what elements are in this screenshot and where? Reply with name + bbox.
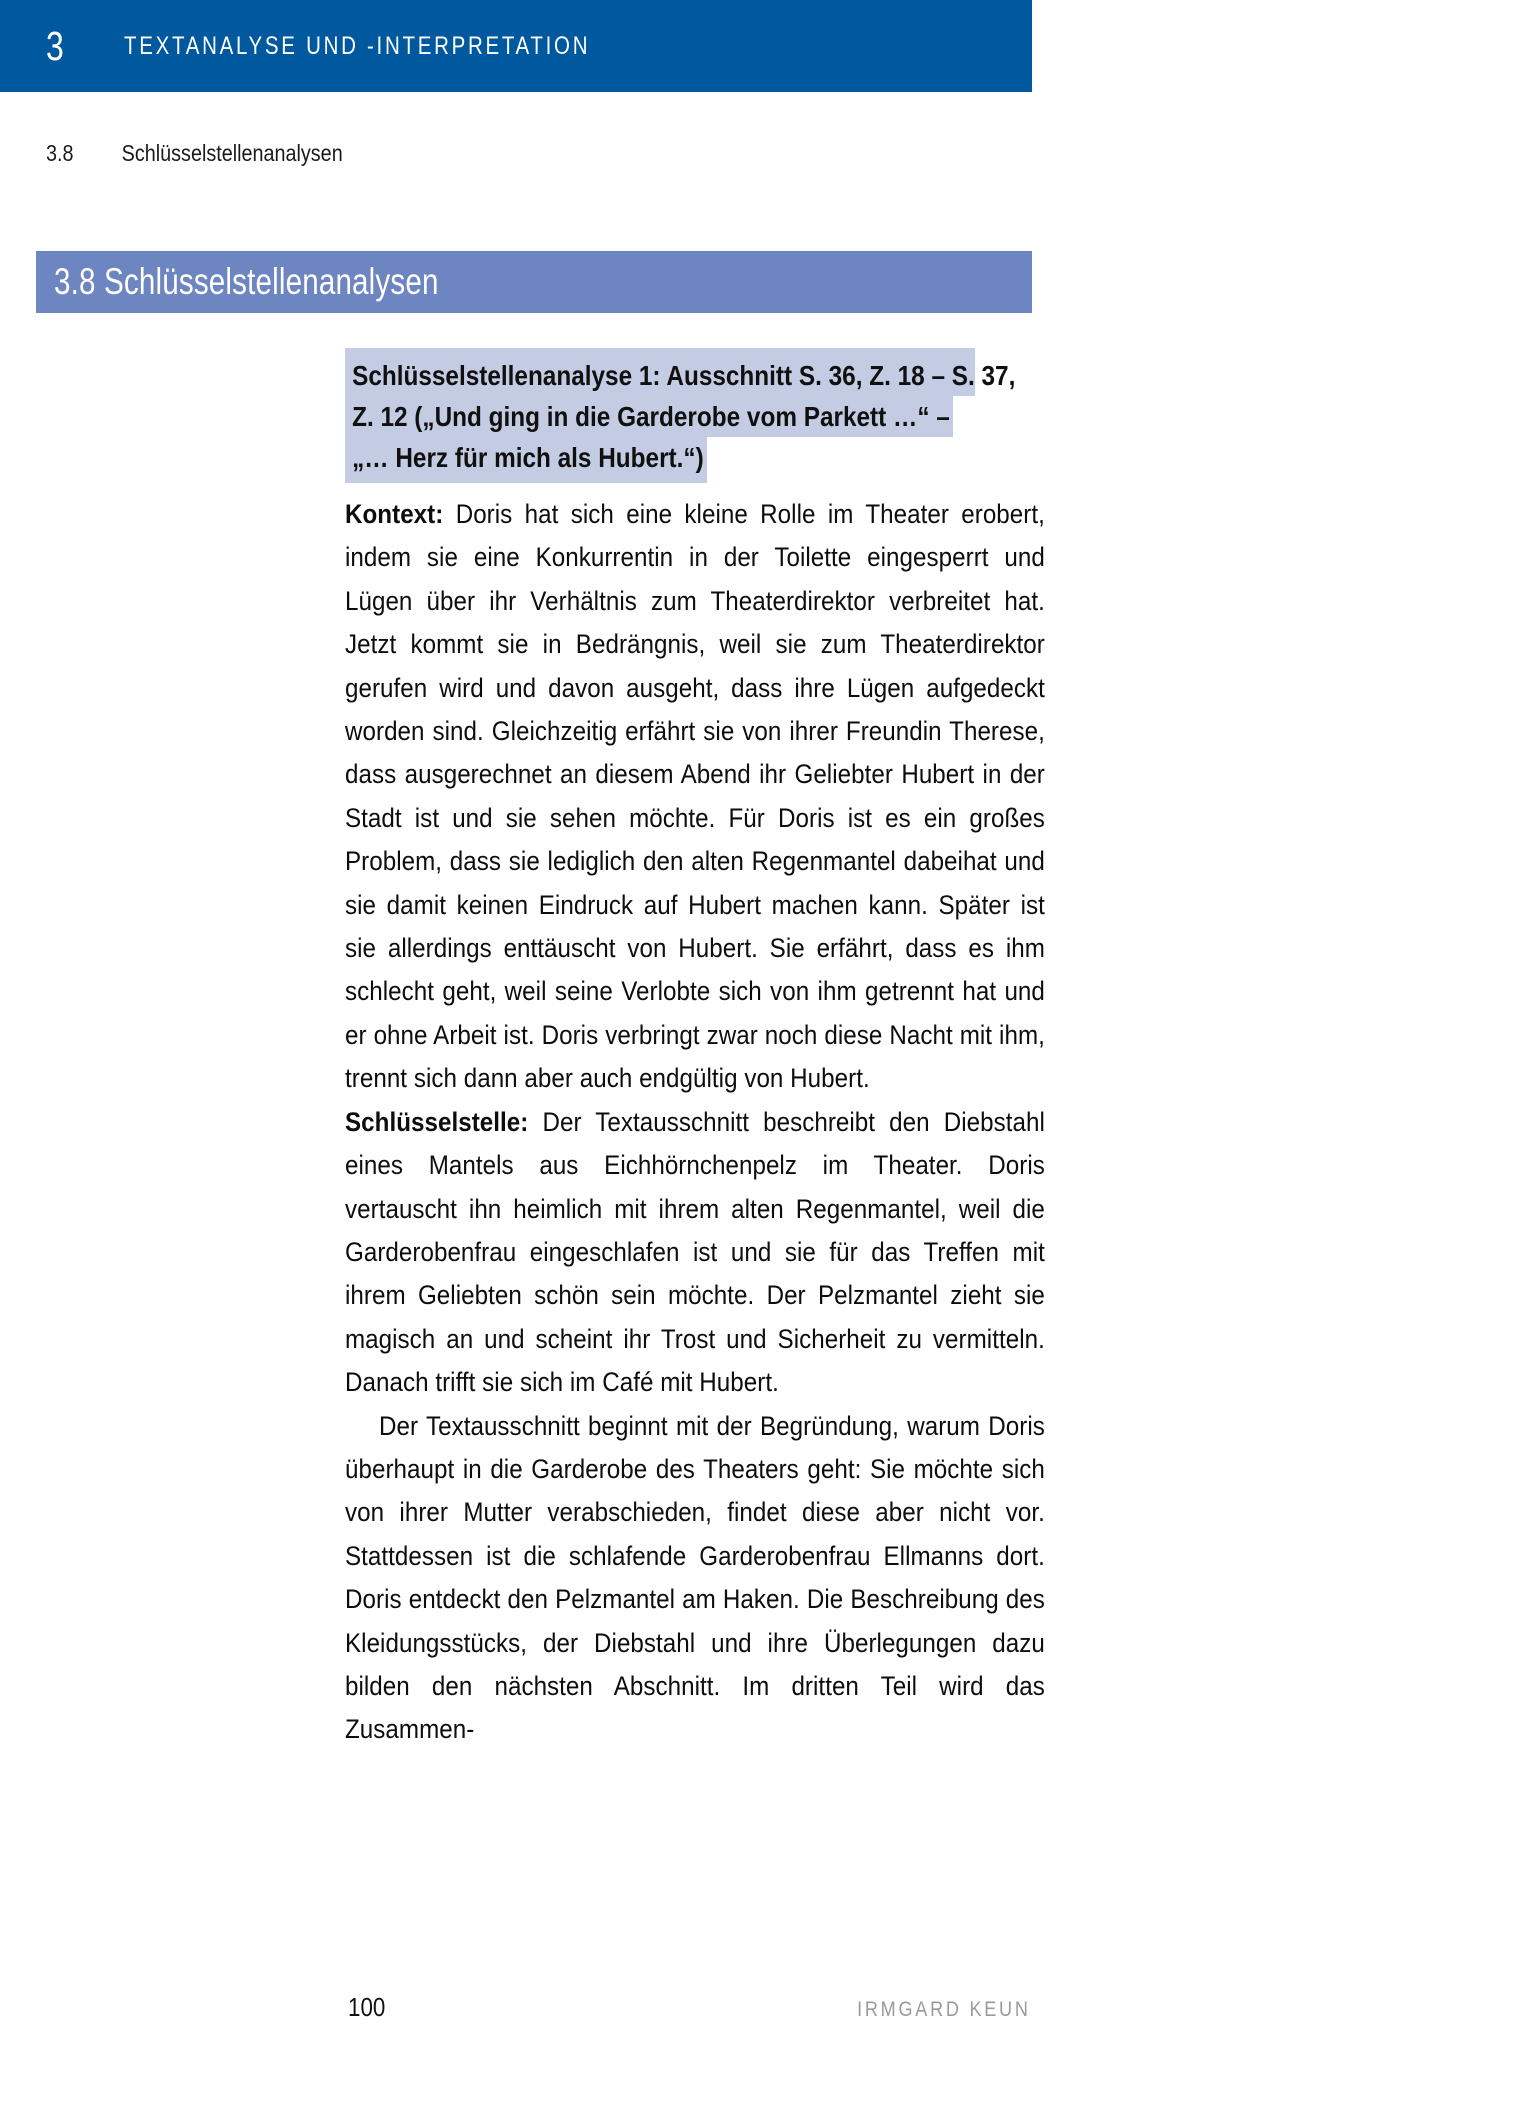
page-number: 100 <box>348 1992 386 2022</box>
breadcrumb-section-number: 3.8 <box>46 140 74 166</box>
analysis-heading-line-1: Schlüsselstellenanalyse 1: Ausschnitt S. 36, Z. 18 – S. 37, <box>345 348 975 396</box>
section-heading-title: 3.8 Schlüsselstellenanalysen <box>54 261 439 302</box>
text-column <box>345 348 1045 1752</box>
analysis-heading <box>345 348 1045 483</box>
chapter-title: TEXTANALYSE UND -INTERPRETATION <box>124 31 591 60</box>
paragraph-textausschnitt-text: Der Textausschnitt beginnt mit der Begründung, warum Doris überhaupt in die Garderobe des Theaters geht: Sie möchte sich von ihrer Mutter verabschieden, findet diese aber nicht vor. Stattdessen ist die schlafende Garderobenfrau Ellmanns dort. Doris entdeckt den Pelzmantel am Haken. Die Beschreibung des Kleidungsstücks, der Diebstahl und ihre Überlegungen dazu bilden den nächsten Abschnitt. Im dritten Teil wird das Zusammen- <box>345 1410 1045 1745</box>
runin-heading-schluesselstelle: Schlüsselstelle: <box>345 1106 529 1137</box>
runin-heading-kontext: Kontext: <box>345 499 444 529</box>
chapter-number: 3 <box>46 22 64 69</box>
paragraph-textausschnitt <box>345 1405 1045 1752</box>
chapter-banner <box>0 0 1032 92</box>
running-author: IRMGARD KEUN <box>857 1998 1031 2021</box>
breadcrumb <box>46 140 343 167</box>
paragraph-schluesselstelle <box>345 1101 1045 1405</box>
section-heading-bar <box>36 251 1032 313</box>
paragraph-kontext <box>345 493 1045 1101</box>
paragraph-schluesselstelle-text: Der Textausschnitt beschreibt den Diebstahl eines Mantels aus Eichhörnchenpelz im Theater. Doris vertauscht ihn heimlich mit ihrem alten Regenmantel, weil die Garderobenfrau eingeschlafen ist und sie für das Treffen mit ihrem Geliebten schön sein möchte. Der Pelzmantel zieht sie magisch an und scheint ihr Trost und Sicherheit zu vermitteln. Danach trifft sie sich im Café mit Hubert. <box>345 1106 1045 1398</box>
paragraph-kontext-text: Doris hat sich eine kleine Rolle im Theater erobert, indem sie eine Konkurrentin in der Toilette eingesperrt und Lügen über ihr Verhältnis zum Theaterdirektor verbreitet hat. Jetzt kommt sie in Bedrängnis, weil sie zum Theaterdirektor gerufen wird und davon ausgeht, dass ihre Lügen aufgedeckt worden sind. Gleichzeitig erfährt sie von ihrer Freundin Therese, dass ausgerechnet an diesem Abend ihr Geliebter Hubert in der Stadt ist und sie sehen möchte. Für Doris ist es ein großes Problem, dass sie lediglich den alten Regenmantel dabeihat und sie damit keinen Eindruck auf Hubert machen kann. Später ist sie allerdings enttäuscht von Hubert. Sie erfährt, dass es ihm schlecht geht, weil seine Verlobte sich von ihm getrennt hat und er ohne Arbeit ist. Doris verbringt zwar noch diese Nacht mit ihm, trennt sich dann aber auch endgültig von Hubert. <box>345 499 1045 1094</box>
page-footer <box>345 1992 1045 2023</box>
analysis-heading-line-3: „… Herz für mich als Hubert.“) <box>345 437 707 483</box>
analysis-heading-line-2: Z. 12 („Und ging in die Garderobe vom Parkett …“ – <box>345 396 953 437</box>
breadcrumb-section-label: Schlüsselstellenanalysen <box>121 140 343 166</box>
